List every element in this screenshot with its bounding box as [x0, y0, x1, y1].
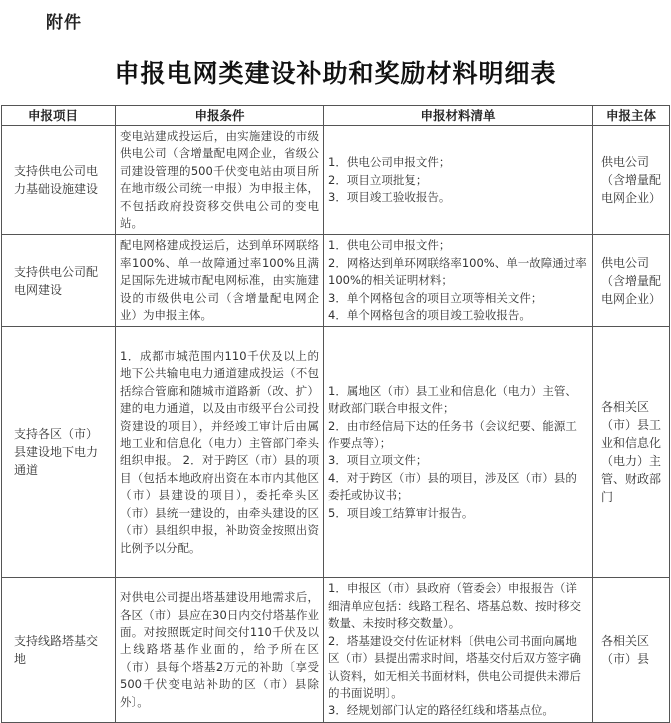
material-line: 3．经规划部门认定的路径红线和塔基点位。	[328, 703, 554, 718]
material-line: 1．属地区（市）县工业和信息化（电力）主管、财政部门联合申报文件；	[328, 383, 577, 416]
row-subject: 供电公司（含增量配电网企业）	[593, 235, 670, 327]
row-conditions: 对供电公司提出塔基建设用地需求后，各区（市）县应在30日内交付塔基作业面。对按照既定时间交付110千伏及以上线路塔基作业面的，给予所在区（市）县每个塔基2万元的补助〔享受500千伏变电站补助的区（市）县除外〕。	[116, 578, 324, 722]
table-row	[2, 126, 670, 235]
header-item: 申报项目	[2, 106, 116, 126]
row-materials	[324, 327, 593, 578]
row-materials	[324, 126, 593, 235]
material-line: 1．申报区（市）县政府（管委会）申报报告（详细清单应包括：线路工程名、塔基总数、按时移交数量、未按时移交数量）。	[328, 581, 581, 631]
row-subject: 各相关区（市）县工业和信息化（电力）主管、财政部门	[593, 327, 670, 578]
row-materials	[324, 578, 593, 722]
table-header-row	[2, 106, 670, 126]
annex-label: 附件	[46, 13, 82, 33]
header-subject: 申报主体	[593, 106, 670, 126]
row-item: 支持各区（市）县建设地下电力通道	[2, 327, 116, 578]
table-row	[2, 327, 670, 578]
header-materials: 申报材料清单	[324, 106, 593, 126]
material-line: 2．塔基建设交付佐证材料〔供电公司书面向属地区（市）县提出需求时间，塔基交付后双方签字确认资料，如无相关书面材料，供电公司提供未滞后的书面说明〕。	[328, 633, 581, 700]
row-conditions: 配电网格建成投运后，达到单环网联络率100%、单一故障通过率100%且满足国际先进城市配电网标准，由实施建设的市级供电公司（含增量配电网企业）为申报主体。	[116, 235, 324, 327]
material-line: 5．项目竣工结算审计报告。	[328, 505, 474, 520]
table-row	[2, 578, 670, 722]
detail-table	[1, 105, 670, 723]
row-item: 支持线路塔基交地	[2, 578, 116, 722]
row-conditions: 1．成都市城范围内110千伏及以上的地下公共输电电力通道建成投运（不包括综合管廊和随城市道路新（改、扩）建的电力通道，以及由市级平台公司投资建设的项目），并经竣工审计后由属地工业和信息化（电力）主管部门牵头组织申报。 2．对于跨区（市）县的项目（包括本地政府出资在本市内其他区（市）县建设的项目），委托牵头区（市）县统一建设的，由牵头建设的区（市）县组织申报，补助资金按照出资比例予以分配。	[116, 327, 324, 578]
material-line: 4．对于跨区（市）县的项目，涉及区（市）县的委托或协议书；	[328, 470, 577, 503]
row-materials	[324, 235, 593, 327]
row-subject: 供电公司（含增量配电网企业）	[593, 126, 670, 235]
row-item: 支持供电公司配电网建设	[2, 235, 116, 327]
material-line: 2．由市经信局下达的任务书（会议纪要、能源工作要点等）；	[328, 418, 577, 451]
material-line: 1．供电公司申报文件；	[328, 238, 451, 253]
document-title: 申报电网类建设补助和奖励材料明细表	[114, 59, 557, 88]
material-line: 3．单个网格包含的项目立项等相关文件；	[328, 290, 543, 305]
row-conditions: 变电站建成投运后，由实施建设的市级供电公司（含增量配电网企业，省级公司建设管理的500千伏变电站由项目所在地市级公司统一申报）为申报主体，不包括政府投资移交供电公司的变电站。	[116, 126, 324, 235]
material-line: 3．项目竣工验收报告。	[328, 189, 451, 204]
material-line: 2．网格达到单环网联络率100%、单一故障通过率100%的相关证明材料；	[328, 255, 587, 288]
table-row	[2, 235, 670, 327]
header-conditions: 申报条件	[116, 106, 324, 126]
material-line: 1．供电公司申报文件；	[328, 155, 451, 170]
material-line: 2．项目立项批复；	[328, 172, 428, 187]
material-line: 4．单个网格包含的项目竣工验收报告。	[328, 308, 531, 323]
row-item: 支持供电公司电力基础设施建设	[2, 126, 116, 235]
row-subject: 各相关区（市）县	[593, 578, 670, 722]
material-line: 3．项目立项文件；	[328, 453, 428, 468]
